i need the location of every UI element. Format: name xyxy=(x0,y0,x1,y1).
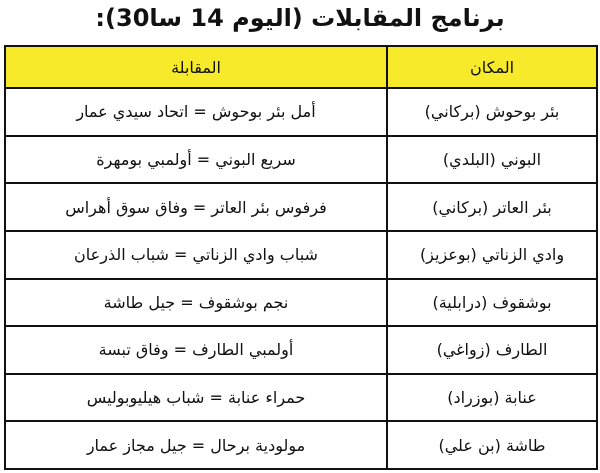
match-cell: حمراء عنابة = شباب هيليوبوليس xyxy=(5,374,387,422)
venue-cell: البوني (البلدي) xyxy=(387,136,597,184)
match-cell: نجم بوشقوف = جيل طاشة xyxy=(5,279,387,327)
table-row xyxy=(5,279,597,327)
schedule-title: برنامج المقابلات (اليوم 14 سا30): xyxy=(95,4,505,32)
venue-cell: بئر العاتر (بركاني) xyxy=(387,183,597,231)
venue-cell: بئر بوحوش (بركاني) xyxy=(387,88,597,136)
venue-cell: طاشة (بن علي) xyxy=(387,421,597,469)
match-header: المقابلة xyxy=(5,46,387,88)
match-cell: مولودية برحال = جيل مجاز عمار xyxy=(5,421,387,469)
table-row xyxy=(5,421,597,469)
venue-cell: عنابة (بوزراد) xyxy=(387,374,597,422)
table-row xyxy=(5,231,597,279)
match-cell: فرفوس بئر العاتر = وفاق سوق أهراس xyxy=(5,183,387,231)
fixtures-table xyxy=(4,45,598,470)
venue-header: المكان xyxy=(387,46,597,88)
header-row xyxy=(5,46,597,88)
match-cell: أولمبي الطارف = وفاق تبسة xyxy=(5,326,387,374)
match-cell: سريع البوني = أولمبي بومهرة xyxy=(5,136,387,184)
venue-cell: بوشقوف (درابلية) xyxy=(387,279,597,327)
table-row xyxy=(5,374,597,422)
venue-cell: وادي الزناتي (بوعزيز) xyxy=(387,231,597,279)
table-row xyxy=(5,136,597,184)
match-cell: أمل بئر بوحوش = اتحاد سيدي عمار xyxy=(5,88,387,136)
table-row xyxy=(5,183,597,231)
match-cell: شباب وادي الزناتي = شباب الذرعان xyxy=(5,231,387,279)
table-row xyxy=(5,88,597,136)
table-row xyxy=(5,326,597,374)
venue-cell: الطارف (زواغي) xyxy=(387,326,597,374)
